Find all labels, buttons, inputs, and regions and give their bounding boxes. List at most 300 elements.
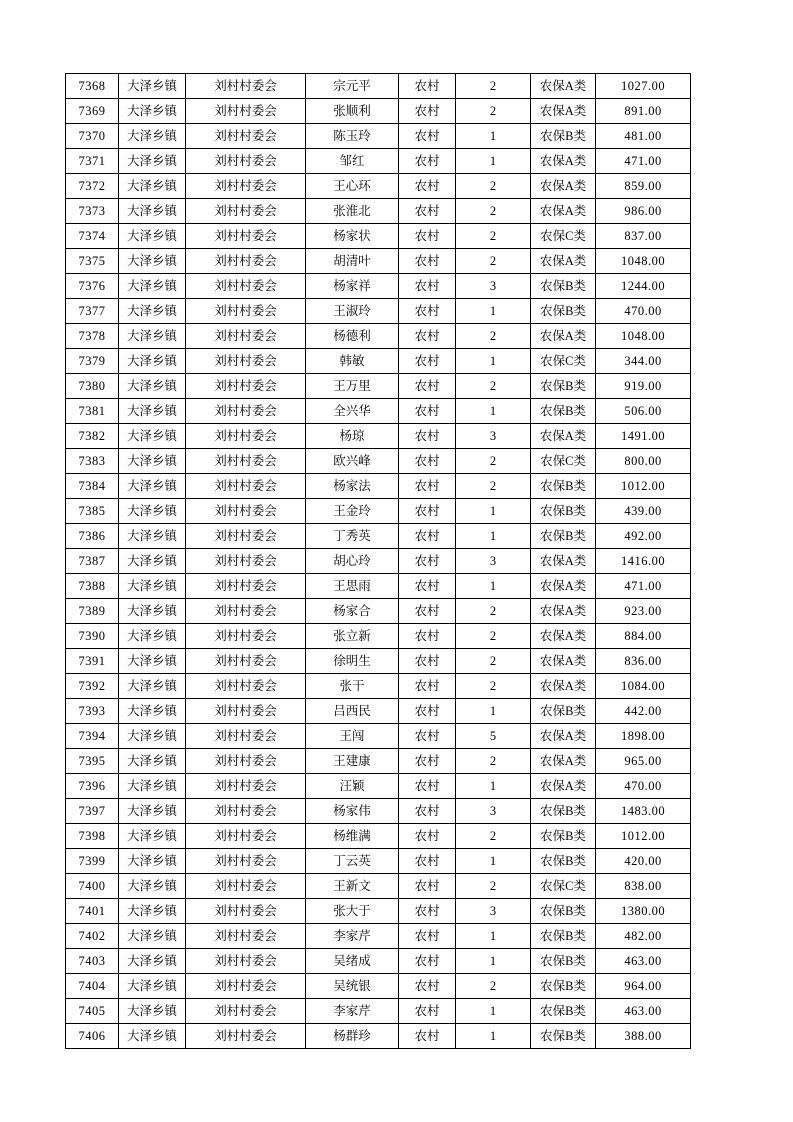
cell-category: 农保C类 [531,224,596,249]
table-row [66,324,691,349]
cell-committee: 刘村村委会 [186,749,306,774]
cell-count: 3 [456,424,531,449]
cell-type: 农村 [399,424,456,449]
cell-name: 杨家状 [306,224,399,249]
cell-type: 农村 [399,399,456,424]
cell-amount: 470.00 [596,299,691,324]
cell-count: 1 [456,524,531,549]
cell-category: 农保A类 [531,149,596,174]
cell-type: 农村 [399,699,456,724]
cell-serial: 7394 [66,724,119,749]
cell-type: 农村 [399,224,456,249]
cell-category: 农保A类 [531,599,596,624]
cell-type: 农村 [399,74,456,99]
cell-type: 农村 [399,124,456,149]
cell-town: 大泽乡镇 [119,174,186,199]
cell-count: 1 [456,999,531,1024]
cell-name: 丁云英 [306,849,399,874]
cell-name: 陈玉玲 [306,124,399,149]
cell-type: 农村 [399,99,456,124]
cell-town: 大泽乡镇 [119,224,186,249]
cell-name: 王心环 [306,174,399,199]
cell-type: 农村 [399,299,456,324]
table-row [66,624,691,649]
cell-amount: 1898.00 [596,724,691,749]
table-row [66,224,691,249]
cell-committee: 刘村村委会 [186,999,306,1024]
table-row [66,674,691,699]
cell-town: 大泽乡镇 [119,824,186,849]
cell-serial: 7379 [66,349,119,374]
table-row [66,574,691,599]
cell-type: 农村 [399,199,456,224]
cell-amount: 986.00 [596,199,691,224]
cell-town: 大泽乡镇 [119,799,186,824]
cell-town: 大泽乡镇 [119,649,186,674]
cell-amount: 1380.00 [596,899,691,924]
cell-serial: 7375 [66,249,119,274]
table-row [66,349,691,374]
cell-amount: 800.00 [596,449,691,474]
cell-serial: 7389 [66,599,119,624]
cell-name: 李家芹 [306,999,399,1024]
cell-committee: 刘村村委会 [186,324,306,349]
cell-committee: 刘村村委会 [186,774,306,799]
cell-committee: 刘村村委会 [186,599,306,624]
cell-type: 农村 [399,974,456,999]
cell-amount: 1012.00 [596,824,691,849]
cell-amount: 388.00 [596,1024,691,1049]
cell-serial: 7390 [66,624,119,649]
cell-town: 大泽乡镇 [119,974,186,999]
cell-category: 农保A类 [531,674,596,699]
table-row [66,524,691,549]
cell-serial: 7392 [66,674,119,699]
cell-town: 大泽乡镇 [119,624,186,649]
cell-town: 大泽乡镇 [119,1024,186,1049]
cell-serial: 7404 [66,974,119,999]
cell-serial: 7374 [66,224,119,249]
cell-name: 王金玲 [306,499,399,524]
table-row [66,649,691,674]
cell-committee: 刘村村委会 [186,824,306,849]
cell-category: 农保B类 [531,924,596,949]
cell-amount: 837.00 [596,224,691,249]
cell-name: 李家芹 [306,924,399,949]
cell-serial: 7368 [66,74,119,99]
cell-committee: 刘村村委会 [186,724,306,749]
cell-name: 汪颖 [306,774,399,799]
cell-town: 大泽乡镇 [119,449,186,474]
cell-amount: 481.00 [596,124,691,149]
cell-category: 农保B类 [531,974,596,999]
cell-category: 农保A类 [531,74,596,99]
cell-count: 2 [456,449,531,474]
cell-type: 农村 [399,149,456,174]
cell-category: 农保A类 [531,174,596,199]
cell-committee: 刘村村委会 [186,1024,306,1049]
cell-serial: 7396 [66,774,119,799]
cell-type: 农村 [399,874,456,899]
cell-town: 大泽乡镇 [119,599,186,624]
cell-amount: 439.00 [596,499,691,524]
table-row [66,499,691,524]
table-row [66,374,691,399]
table-row [66,899,691,924]
cell-serial: 7381 [66,399,119,424]
cell-amount: 965.00 [596,749,691,774]
cell-amount: 923.00 [596,599,691,624]
cell-name: 胡清叶 [306,249,399,274]
cell-town: 大泽乡镇 [119,424,186,449]
table-row [66,274,691,299]
cell-category: 农保B类 [531,799,596,824]
table-row [66,249,691,274]
cell-committee: 刘村村委会 [186,874,306,899]
table-row [66,874,691,899]
cell-town: 大泽乡镇 [119,199,186,224]
cell-committee: 刘村村委会 [186,349,306,374]
cell-category: 农保A类 [531,774,596,799]
cell-category: 农保A类 [531,249,596,274]
cell-type: 农村 [399,899,456,924]
cell-count: 3 [456,549,531,574]
cell-committee: 刘村村委会 [186,799,306,824]
cell-amount: 1491.00 [596,424,691,449]
cell-count: 2 [456,224,531,249]
cell-amount: 1048.00 [596,249,691,274]
cell-amount: 471.00 [596,574,691,599]
cell-category: 农保B类 [531,299,596,324]
cell-type: 农村 [399,574,456,599]
cell-count: 2 [456,74,531,99]
cell-name: 杨家伟 [306,799,399,824]
cell-name: 王万里 [306,374,399,399]
cell-name: 欧兴峰 [306,449,399,474]
cell-category: 农保B类 [531,824,596,849]
cell-amount: 884.00 [596,624,691,649]
cell-amount: 482.00 [596,924,691,949]
cell-committee: 刘村村委会 [186,149,306,174]
cell-committee: 刘村村委会 [186,474,306,499]
cell-committee: 刘村村委会 [186,374,306,399]
cell-type: 农村 [399,499,456,524]
cell-category: 农保B类 [531,849,596,874]
cell-count: 2 [456,874,531,899]
cell-committee: 刘村村委会 [186,249,306,274]
cell-amount: 1012.00 [596,474,691,499]
cell-category: 农保A类 [531,549,596,574]
table-row [66,149,691,174]
cell-committee: 刘村村委会 [186,974,306,999]
cell-town: 大泽乡镇 [119,999,186,1024]
cell-committee: 刘村村委会 [186,649,306,674]
cell-type: 农村 [399,824,456,849]
cell-serial: 7405 [66,999,119,1024]
cell-committee: 刘村村委会 [186,199,306,224]
cell-type: 农村 [399,599,456,624]
cell-town: 大泽乡镇 [119,374,186,399]
cell-category: 农保B类 [531,399,596,424]
cell-count: 1 [456,149,531,174]
cell-type: 农村 [399,649,456,674]
cell-town: 大泽乡镇 [119,74,186,99]
cell-committee: 刘村村委会 [186,549,306,574]
cell-category: 农保A类 [531,574,596,599]
cell-count: 2 [456,649,531,674]
cell-count: 1 [456,574,531,599]
cell-type: 农村 [399,674,456,699]
cell-category: 农保A类 [531,624,596,649]
cell-serial: 7395 [66,749,119,774]
cell-serial: 7373 [66,199,119,224]
cell-committee: 刘村村委会 [186,899,306,924]
table-row [66,924,691,949]
cell-count: 1 [456,349,531,374]
cell-committee: 刘村村委会 [186,274,306,299]
cell-name: 宗元平 [306,74,399,99]
cell-name: 杨家合 [306,599,399,624]
cell-serial: 7382 [66,424,119,449]
cell-serial: 7397 [66,799,119,824]
table-body [66,74,691,1049]
cell-town: 大泽乡镇 [119,524,186,549]
cell-amount: 442.00 [596,699,691,724]
cell-serial: 7383 [66,449,119,474]
cell-name: 韩敏 [306,349,399,374]
cell-count: 2 [456,974,531,999]
cell-town: 大泽乡镇 [119,699,186,724]
cell-town: 大泽乡镇 [119,299,186,324]
cell-amount: 891.00 [596,99,691,124]
cell-serial: 7402 [66,924,119,949]
table-row [66,749,691,774]
cell-amount: 859.00 [596,174,691,199]
cell-type: 农村 [399,949,456,974]
cell-category: 农保B类 [531,1024,596,1049]
table-row [66,424,691,449]
table-row [66,799,691,824]
table-row [66,974,691,999]
cell-name: 杨家祥 [306,274,399,299]
cell-count: 2 [456,749,531,774]
table-row [66,949,691,974]
cell-committee: 刘村村委会 [186,399,306,424]
cell-type: 农村 [399,324,456,349]
table-row [66,824,691,849]
cell-type: 农村 [399,249,456,274]
cell-name: 吴绪成 [306,949,399,974]
cell-serial: 7369 [66,99,119,124]
cell-serial: 7401 [66,899,119,924]
cell-town: 大泽乡镇 [119,99,186,124]
cell-name: 杨群珍 [306,1024,399,1049]
beneficiary-table [65,73,691,1049]
cell-town: 大泽乡镇 [119,124,186,149]
cell-town: 大泽乡镇 [119,949,186,974]
cell-category: 农保C类 [531,349,596,374]
cell-name: 王淑玲 [306,299,399,324]
cell-amount: 463.00 [596,949,691,974]
cell-serial: 7385 [66,499,119,524]
cell-town: 大泽乡镇 [119,399,186,424]
cell-count: 1 [456,299,531,324]
cell-amount: 344.00 [596,349,691,374]
table-row [66,699,691,724]
cell-type: 农村 [399,374,456,399]
cell-count: 2 [456,599,531,624]
table-row [66,999,691,1024]
cell-name: 杨德利 [306,324,399,349]
cell-serial: 7403 [66,949,119,974]
cell-name: 张顺利 [306,99,399,124]
cell-category: 农保C类 [531,449,596,474]
cell-name: 全兴华 [306,399,399,424]
cell-amount: 836.00 [596,649,691,674]
cell-type: 农村 [399,474,456,499]
table-row [66,1024,691,1049]
cell-town: 大泽乡镇 [119,899,186,924]
cell-committee: 刘村村委会 [186,574,306,599]
cell-committee: 刘村村委会 [186,424,306,449]
cell-category: 农保B类 [531,899,596,924]
cell-town: 大泽乡镇 [119,674,186,699]
cell-count: 2 [456,474,531,499]
cell-name: 丁秀英 [306,524,399,549]
cell-count: 2 [456,374,531,399]
cell-committee: 刘村村委会 [186,174,306,199]
cell-count: 1 [456,924,531,949]
cell-type: 农村 [399,799,456,824]
cell-amount: 1027.00 [596,74,691,99]
cell-serial: 7377 [66,299,119,324]
cell-count: 1 [456,124,531,149]
cell-count: 1 [456,949,531,974]
cell-type: 农村 [399,749,456,774]
cell-amount: 1416.00 [596,549,691,574]
cell-committee: 刘村村委会 [186,224,306,249]
cell-amount: 506.00 [596,399,691,424]
cell-amount: 1048.00 [596,324,691,349]
cell-category: 农保A类 [531,99,596,124]
table-row [66,299,691,324]
cell-name: 徐明生 [306,649,399,674]
cell-name: 杨家法 [306,474,399,499]
cell-serial: 7370 [66,124,119,149]
cell-type: 农村 [399,274,456,299]
cell-count: 2 [456,824,531,849]
cell-category: 农保B类 [531,374,596,399]
cell-count: 3 [456,899,531,924]
cell-town: 大泽乡镇 [119,149,186,174]
cell-name: 张大于 [306,899,399,924]
cell-town: 大泽乡镇 [119,474,186,499]
cell-amount: 470.00 [596,774,691,799]
cell-name: 胡心玲 [306,549,399,574]
cell-town: 大泽乡镇 [119,324,186,349]
cell-category: 农保B类 [531,699,596,724]
cell-category: 农保C类 [531,874,596,899]
cell-count: 1 [456,1024,531,1049]
cell-serial: 7393 [66,699,119,724]
cell-type: 农村 [399,849,456,874]
cell-category: 农保A类 [531,649,596,674]
cell-type: 农村 [399,524,456,549]
cell-category: 农保B类 [531,524,596,549]
cell-town: 大泽乡镇 [119,724,186,749]
table-row [66,774,691,799]
cell-amount: 919.00 [596,374,691,399]
table-row [66,549,691,574]
cell-town: 大泽乡镇 [119,499,186,524]
cell-count: 1 [456,849,531,874]
cell-category: 农保B类 [531,949,596,974]
cell-count: 2 [456,324,531,349]
cell-serial: 7384 [66,474,119,499]
cell-committee: 刘村村委会 [186,99,306,124]
cell-count: 1 [456,499,531,524]
cell-town: 大泽乡镇 [119,749,186,774]
cell-count: 1 [456,774,531,799]
cell-amount: 1483.00 [596,799,691,824]
cell-name: 张干 [306,674,399,699]
cell-town: 大泽乡镇 [119,924,186,949]
cell-serial: 7378 [66,324,119,349]
cell-town: 大泽乡镇 [119,849,186,874]
table-row [66,599,691,624]
cell-name: 王闯 [306,724,399,749]
cell-type: 农村 [399,924,456,949]
cell-count: 2 [456,199,531,224]
table-row [66,724,691,749]
cell-serial: 7386 [66,524,119,549]
cell-serial: 7372 [66,174,119,199]
table-row [66,124,691,149]
cell-amount: 420.00 [596,849,691,874]
table-row [66,99,691,124]
cell-serial: 7406 [66,1024,119,1049]
cell-count: 3 [456,274,531,299]
table-row [66,399,691,424]
cell-committee: 刘村村委会 [186,624,306,649]
cell-category: 农保B类 [531,274,596,299]
table-row [66,474,691,499]
cell-count: 2 [456,174,531,199]
cell-type: 农村 [399,349,456,374]
cell-count: 2 [456,674,531,699]
cell-town: 大泽乡镇 [119,349,186,374]
cell-name: 杨维满 [306,824,399,849]
cell-category: 农保A类 [531,199,596,224]
cell-count: 5 [456,724,531,749]
cell-serial: 7391 [66,649,119,674]
cell-type: 农村 [399,1024,456,1049]
cell-serial: 7380 [66,374,119,399]
cell-type: 农村 [399,449,456,474]
cell-name: 张立新 [306,624,399,649]
cell-amount: 492.00 [596,524,691,549]
cell-count: 2 [456,249,531,274]
cell-category: 农保B类 [531,474,596,499]
cell-category: 农保A类 [531,749,596,774]
cell-type: 农村 [399,774,456,799]
table-row [66,74,691,99]
cell-type: 农村 [399,999,456,1024]
cell-name: 王思雨 [306,574,399,599]
cell-committee: 刘村村委会 [186,949,306,974]
cell-category: 农保B类 [531,999,596,1024]
cell-town: 大泽乡镇 [119,874,186,899]
